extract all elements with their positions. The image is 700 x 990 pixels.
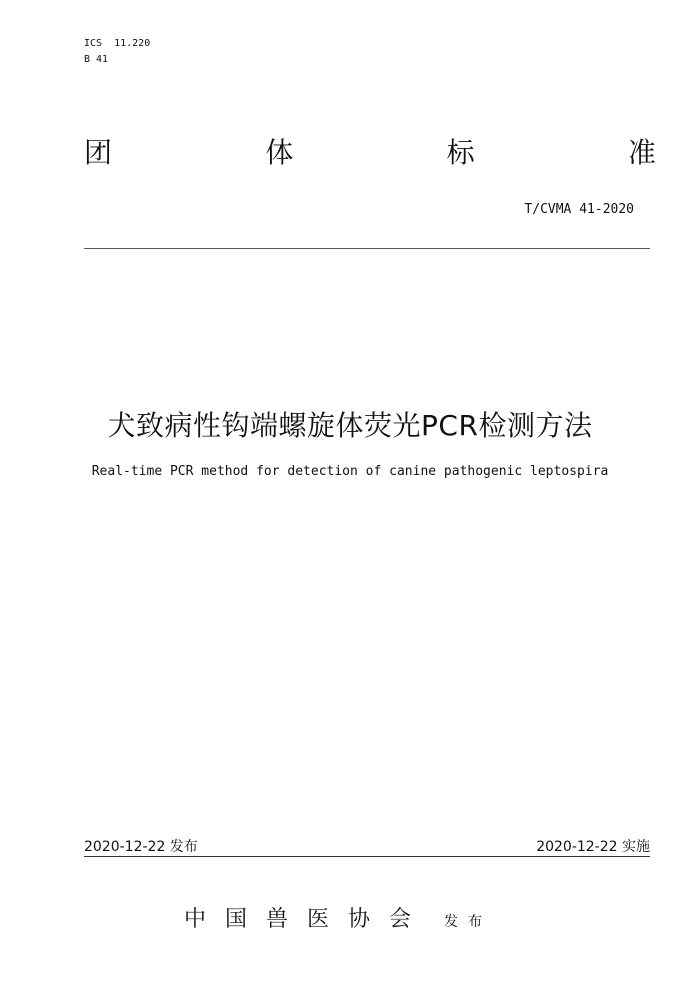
issue-date: 2020-12-22 发布 xyxy=(84,839,198,855)
standard-type-heading xyxy=(84,134,656,172)
standard-type-char: 标 xyxy=(446,136,475,169)
standard-number: T/CVMA 41-2020 xyxy=(524,202,634,217)
document-title-zh: 犬致病性钩端螺旋体荧光PCR检测方法 xyxy=(107,409,593,442)
document-title-en: Real-time PCR method for detection of canine pathogenic leptospira xyxy=(91,464,609,479)
implementation-date: 2020-12-22 实施 xyxy=(536,839,650,855)
ccs-code: B 41 xyxy=(84,54,109,65)
publisher-action: 发布 xyxy=(444,914,493,930)
header-divider xyxy=(84,248,650,249)
publisher-line xyxy=(184,902,492,933)
ics-code: ICS 11.220 xyxy=(84,38,151,49)
date-row xyxy=(84,838,650,856)
standard-type-char: 体 xyxy=(265,136,294,169)
classification-codes xyxy=(84,36,150,68)
publisher-name: 中国兽医协会 xyxy=(184,907,431,932)
footer-divider xyxy=(84,856,650,857)
standard-type-char: 团 xyxy=(84,136,113,169)
standard-type-char: 准 xyxy=(627,136,656,169)
